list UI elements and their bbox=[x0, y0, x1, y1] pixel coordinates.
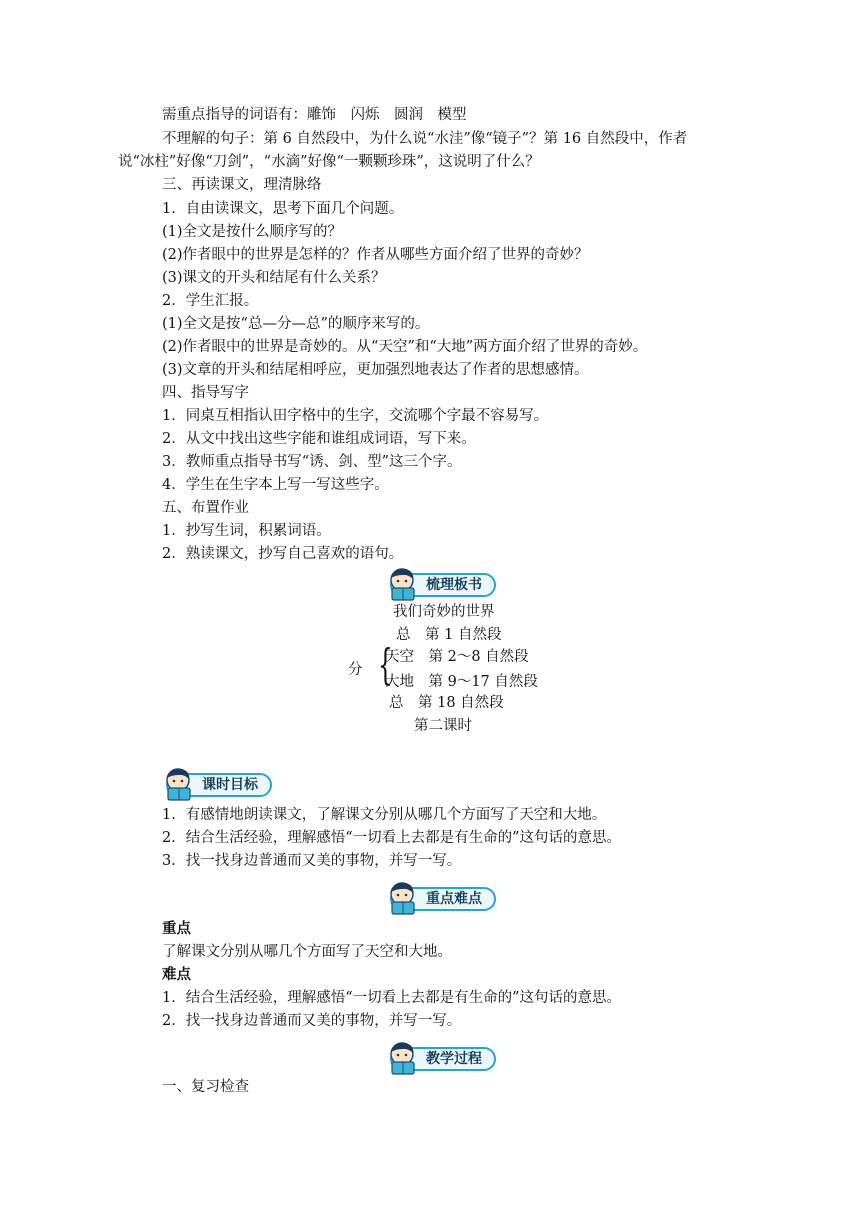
board-row: 总 第 1 自然段 bbox=[396, 627, 502, 643]
board-title: 我们奇妙的世界 bbox=[393, 604, 495, 620]
badge-goals bbox=[160, 766, 284, 798]
text-line: 需重点指导的词语有：雕饰 闪烁 圆润 模型 bbox=[162, 107, 467, 123]
badge-board-outline bbox=[384, 566, 508, 598]
text-line: 2．熟读课文，抄写自己喜欢的语句。 bbox=[162, 546, 404, 562]
section-heading: 四、指导写字 bbox=[162, 385, 249, 401]
key-point-title: 重点 bbox=[162, 920, 191, 937]
text-line: 不理解的句子：第 6 自然段中，为什么说“水洼”像“镜子”？第 16 自然段中，作者 bbox=[162, 131, 688, 147]
goal-item: 2．结合生活经验，理解感悟“一切看上去都是有生命的”这句话的意思。 bbox=[162, 830, 622, 846]
text-line: (1)全文是按什么顺序写的？ bbox=[162, 224, 343, 240]
badge-label: 课时目标 bbox=[166, 773, 272, 797]
text-line: (2)作者眼中的世界是怎样的？作者从哪些方面介绍了世界的奇妙？ bbox=[162, 247, 589, 263]
text-line: 1．同桌互相指认田字格中的生字，交流哪个字最不容易写。 bbox=[162, 408, 549, 424]
badge-process bbox=[384, 1040, 508, 1072]
text-line: 1．抄写生词，积累词语。 bbox=[162, 523, 331, 539]
board-row: 天空 第 2～8 自然段 bbox=[385, 649, 529, 665]
difficulty-item: 2．找一找身边普通而又美的事物，并写一写。 bbox=[162, 1013, 462, 1029]
text-line: 说“冰柱”好像“刀剑”，“水滴”好像“一颗颗珍珠”，这说明了什么？ bbox=[118, 154, 540, 170]
text-line: (1)全文是按“总—分—总”的顺序来写的。 bbox=[162, 316, 430, 332]
section-heading: 三、再读课文，理清脉络 bbox=[162, 177, 322, 193]
goal-item: 1．有感情地朗读课文，了解课文分别从哪几个方面写了天空和大地。 bbox=[162, 807, 607, 823]
boy-reading-icon bbox=[384, 1040, 422, 1076]
board-fen-label: 分 bbox=[348, 662, 363, 678]
text-line: (3)课文的开头和结尾有什么关系？ bbox=[162, 270, 386, 286]
difficulty-item: 1．结合生活经验，理解感悟“一切看上去都是有生命的”这句话的意思。 bbox=[162, 990, 622, 1006]
lesson-heading: 第二课时 bbox=[414, 718, 472, 734]
text-line: 1．自由读课文，思考下面几个问题。 bbox=[162, 201, 404, 217]
text-line: (2)作者眼中的世界是奇妙的。从“天空”和“大地”两方面介绍了世界的奇妙。 bbox=[162, 339, 648, 355]
board-row: 总 第 18 自然段 bbox=[389, 695, 504, 711]
brace-symbol: { bbox=[378, 640, 393, 689]
text-line: 4．学生在生字本上写一写这些字。 bbox=[162, 477, 389, 493]
section-heading: 一、复习检查 bbox=[162, 1079, 249, 1095]
badge-label: 教学过程 bbox=[390, 1047, 496, 1071]
text-line: 2．从文中找出这些字能和谁组成词语，写下来。 bbox=[162, 431, 476, 447]
boy-reading-icon bbox=[384, 880, 422, 916]
boy-reading-icon bbox=[160, 766, 198, 802]
badge-key-points bbox=[384, 880, 508, 912]
goal-item: 3．找一找身边普通而又美的事物，并写一写。 bbox=[162, 853, 462, 869]
board-row: 大地 第 9～17 自然段 bbox=[385, 674, 538, 690]
text-line: 2．学生汇报。 bbox=[162, 293, 259, 309]
section-heading: 五、布置作业 bbox=[162, 500, 249, 516]
text-line: 3．教师重点指导书写“诱、剑、型”这三个字。 bbox=[162, 454, 462, 470]
badge-label: 梳理板书 bbox=[390, 573, 496, 597]
badge-label: 重点难点 bbox=[390, 887, 496, 911]
text-line: (3)文章的开头和结尾相呼应，更加强烈地表达了作者的思想感情。 bbox=[162, 362, 589, 378]
difficulty-title: 难点 bbox=[162, 966, 191, 983]
key-point-text: 了解课文分别从哪几个方面写了天空和大地。 bbox=[162, 944, 452, 960]
boy-reading-icon bbox=[384, 566, 422, 602]
